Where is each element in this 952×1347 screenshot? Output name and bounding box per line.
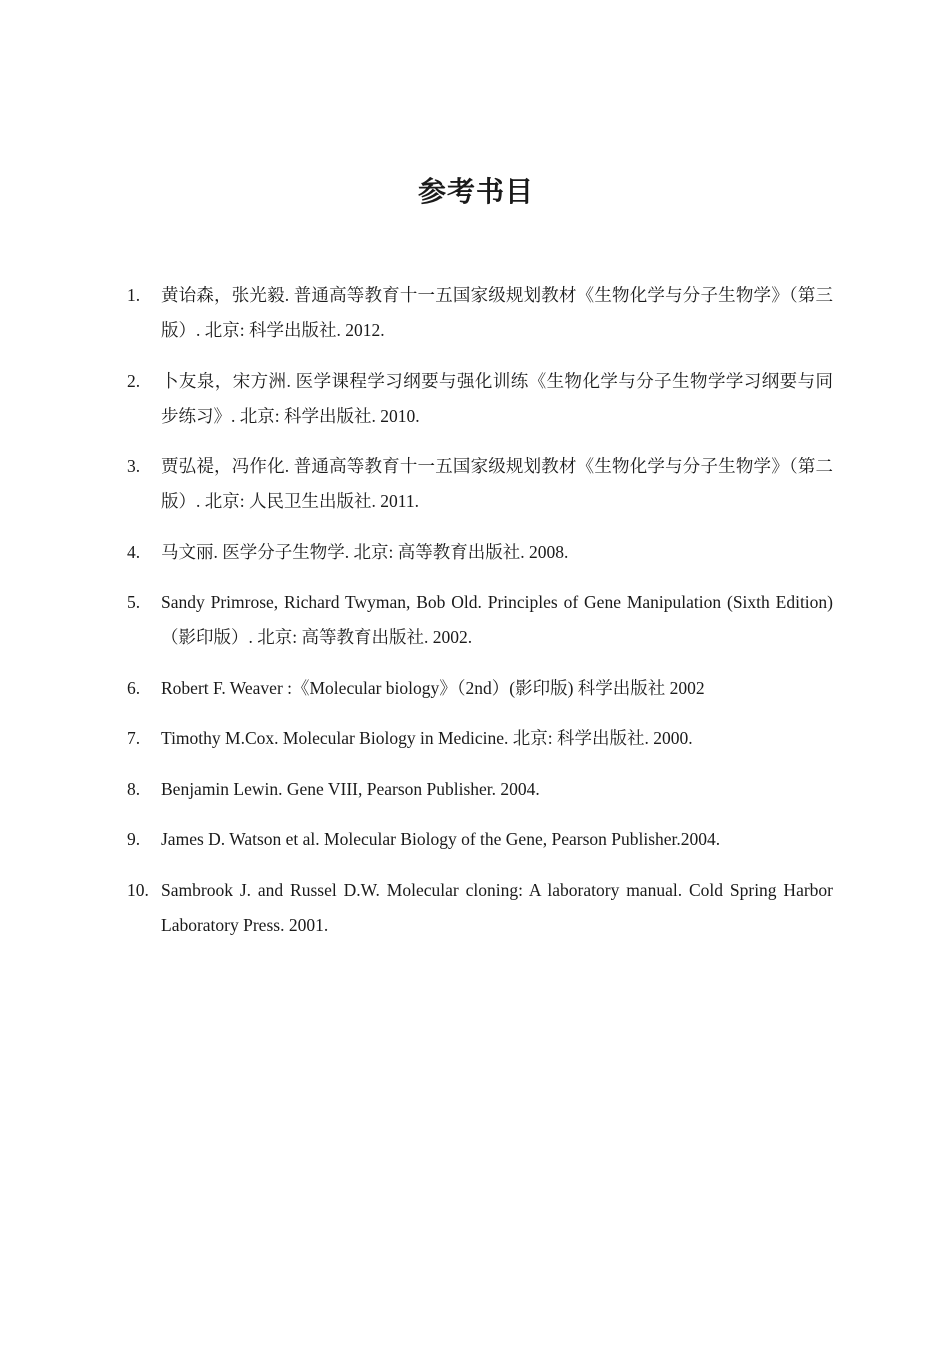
- page-title: 参考书目: [417, 175, 534, 208]
- reference-item: [127, 822, 833, 857]
- reference-text: Timothy M.Cox. Molecular Biology in Medicine. 北京: 科学出版社. 2000.: [161, 728, 693, 748]
- reference-text: James D. Watson et al. Molecular Biology of the Gene, Pearson Publisher.2004.: [161, 829, 721, 849]
- reference-number: 9.: [127, 829, 141, 849]
- reference-item: [127, 364, 833, 434]
- reference-number: 8.: [127, 778, 141, 799]
- reference-number: 2.: [127, 370, 141, 391]
- reference-text: Sambrook J. and Russel D.W. Molecular cloning: A laboratory manual. Cold Spring Harbor Laboratory Press. 2001.: [161, 879, 833, 935]
- reference-item: [127, 585, 833, 655]
- reference-item: [127, 671, 833, 706]
- reference-number: 1.: [127, 285, 141, 305]
- reference-text: 卜友泉，宋方洲. 医学课程学习纲要与强化训练《生物化学与分子生物学学习纲要与同步练习》. 北京: 科学出版社. 2010.: [161, 370, 833, 426]
- reference-number: 3.: [127, 456, 141, 476]
- reference-number: 6.: [127, 677, 141, 698]
- reference-text: Sandy Primrose, Richard Twyman, Bob Old. Principles of Gene Manipulation (Sixth Edition)（影印版）. 北京: 高等教育出版社. 2002.: [161, 592, 833, 647]
- reference-number: 4.: [127, 541, 141, 562]
- reference-text: 贾弘禔，冯作化. 普通高等教育十一五国家级规划教材《生物化学与分子生物学》（第二版）. 北京: 人民卫生出版社. 2011.: [161, 456, 833, 511]
- reference-item: [127, 278, 833, 348]
- reference-text: 黄诒森，张光毅. 普通高等教育十一五国家级规划教材《生物化学与分子生物学》（第三版）. 北京: 科学出版社. 2012.: [161, 285, 833, 340]
- reference-number: 5.: [127, 592, 141, 612]
- reference-number: 10.: [127, 879, 149, 900]
- reference-text: Benjamin Lewin. Gene VIII, Pearson Publisher. 2004.: [161, 778, 540, 799]
- reference-number: 7.: [127, 728, 141, 748]
- reference-text: 马文丽. 医学分子生物学. 北京: 高等教育出版社. 2008.: [161, 541, 569, 562]
- reference-item: [127, 772, 833, 807]
- reference-text: Robert F. Weaver :《Molecular biology》（2nd）(影印版) 科学出版社 2002: [161, 677, 705, 698]
- reference-item: [127, 535, 833, 570]
- reference-item: [127, 873, 833, 943]
- reference-item: [127, 449, 833, 519]
- reference-list: [127, 278, 833, 958]
- reference-item: [127, 721, 833, 756]
